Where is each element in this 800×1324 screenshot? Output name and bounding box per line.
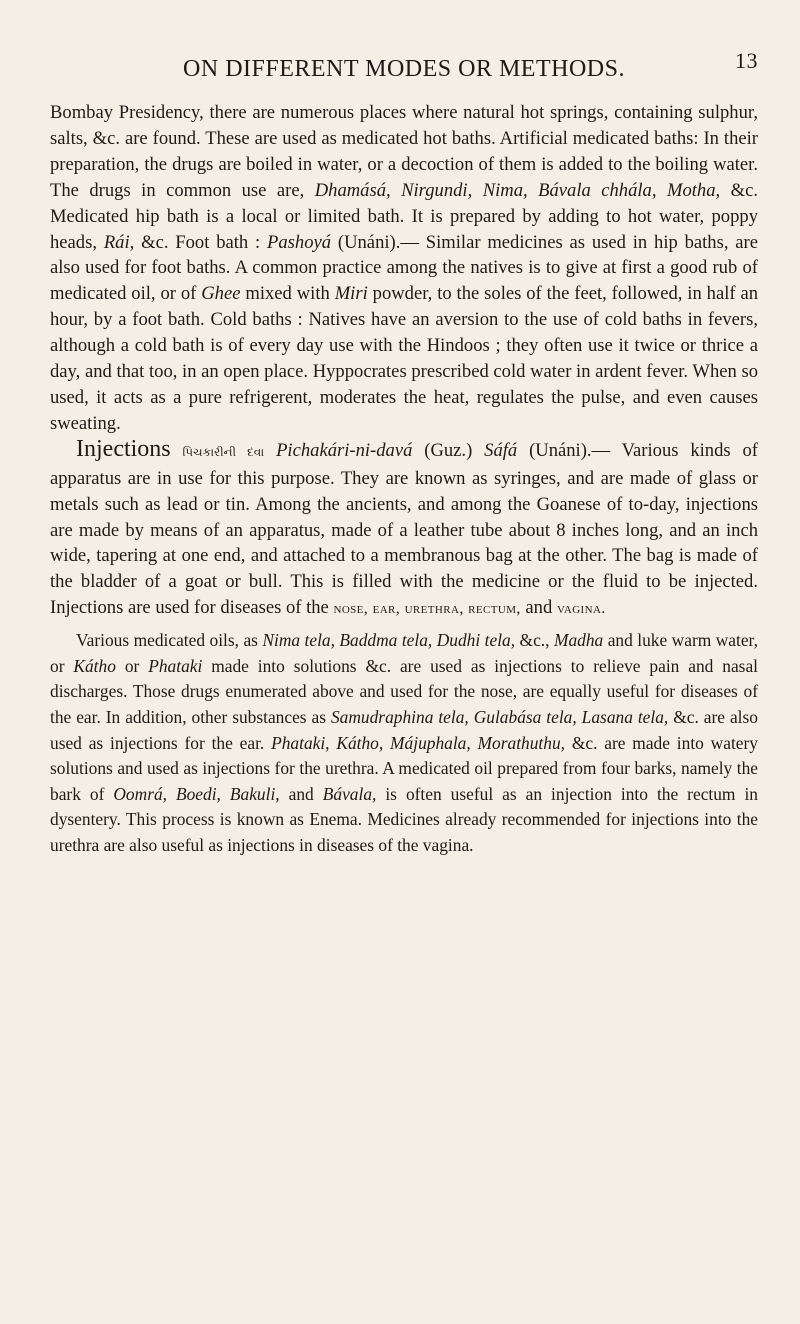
text: is often useful as an injection into the rectum in dysentery. This process is known as Enema. Medicines already recommended for injections into the urethra are also useful as injections in diseases of the vagina. [50, 783, 758, 855]
text: Bombay Presidency, there are numerous places where natural hot springs, containing sulphur, salts, &c. are found. These are used as medicated hot baths. Artificial medicated baths: In their preparation, the drugs are boiled in water, or a decoction of them is added to the boiling water. The drugs in common use are, [50, 102, 758, 201]
text: and [520, 597, 557, 619]
running-head [50, 48, 758, 86]
text: (Guz.) [412, 439, 485, 461]
italic-term: Ghee [201, 283, 241, 305]
text: powder, to the soles of the feet, followed, in half an hour, by a foot bath. Cold baths : Natives have an aversion to the use of cold baths in fevers, although a cold bath is of every day use with the Hindoos ; they often use it twice or thrice a day, and that too, in an open place. Hyppocrates prescribed cold water in ardent fever. When so used, it acts as a pure refrigerent, moderates the heat, regulates the pulse, and even causes sweating. [50, 283, 758, 434]
italic-term: Oomrá, Boedi, Bakuli, [113, 783, 280, 804]
italic-term: Nima tela, Baddma tela, Dudhi tela, [262, 630, 516, 651]
text: (Unáni).— Similar medicines as used in hip baths, are also used for foot baths. A common practice among the natives is to give at first a good rub of medicated oil, or of [50, 231, 759, 305]
italic-term: Samudraphina tela, Gulabása tela, Lasana tela, [330, 706, 669, 727]
small-text-block [50, 628, 758, 858]
paragraph-injections [50, 437, 758, 622]
section-heading-injections: Injections [76, 435, 171, 462]
gujarati-term: પિચકારીની દવા [182, 444, 265, 459]
text: &c., [515, 630, 554, 651]
text: (Unáni).— Various kinds of apparatus are in use for this purpose. They are known as syringes, and are made of glass or metals such as lead or tin. Among the ancients, and among the Goanese of to-day, injections are made by means of an apparatus, made of a leather tube about 8 inches long, and an inch wide, tapering at one end, and attached to a membranous bag at the other. The bag is made of the bladder of a goat or bull. This is filled with the medicine or the fluid to be injected. Injections are used for diseases of the [50, 439, 758, 619]
text: or [115, 655, 149, 676]
text: &c. Medicated hip bath is a local or limited bath. It is prepared by adding to hot water, poppy heads, [50, 179, 759, 253]
italic-term: Sáfá [484, 439, 518, 461]
italic-term: Bávala, [322, 783, 377, 804]
text: &c. are also used as injections for the ear. [50, 706, 758, 753]
italic-term: Phataki [148, 655, 203, 676]
italic-term: Madha [553, 630, 604, 651]
page-number: 13 [735, 48, 758, 73]
text: and luke warm water, or [50, 630, 758, 676]
italic-term: Rái, [103, 231, 135, 253]
italic-term: Miri [334, 283, 368, 305]
italic-term: Dhamásá, Nirgundi, Nima, Bávala chhála, Motha, [314, 179, 721, 201]
text: &c. Foot bath : [134, 231, 268, 253]
text: &c. are made into watery solutions and used as injections for the urethra. A medicated oil prepared from four barks, namely the bark of [50, 732, 758, 804]
italic-term: Kátho [73, 655, 116, 676]
text: Various medicated oils, as [76, 630, 263, 651]
small-caps-term: nose, ear, urethra, rectum, [333, 600, 521, 618]
text: and [279, 783, 323, 804]
paragraph-medicated-oils [50, 628, 758, 858]
text: mixed with [240, 283, 335, 305]
paragraph-baths [50, 100, 758, 437]
italic-term: Pashoyá [267, 231, 332, 253]
italic-term: Phataki, Kátho, Májuphala, Morathuthu, [271, 732, 565, 753]
small-caps-term: vagina. [556, 600, 606, 618]
text: made into solutions &c. are used as injections to relieve pain and nasal discharges. Those drugs enumerated above and used for the nose, are equally useful for diseases of the ear. In addition, other substances as [50, 655, 758, 727]
running-head-title: ON DIFFERENT MODES OR METHODS. [183, 56, 625, 82]
italic-term: Pichakári-ni-davá [276, 439, 413, 461]
